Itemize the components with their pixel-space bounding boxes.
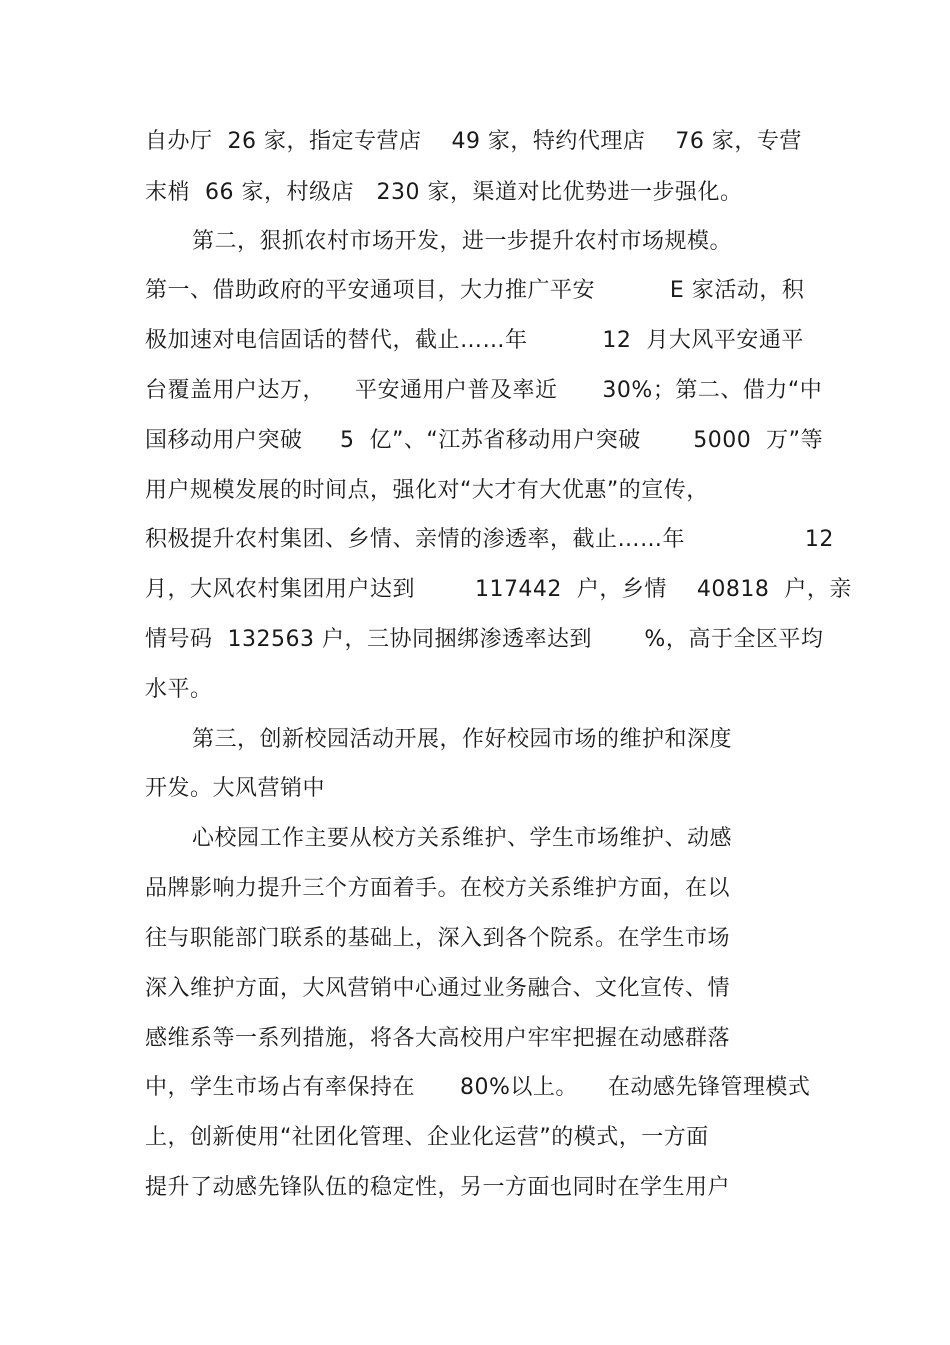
paragraph-line: 第二，狠抓农村市场开发，进一步提升农村市场规模。 <box>192 229 733 254</box>
paragraph-line: 提升了动感先锋队伍的稳定性，另一方面也同时在学生用户 <box>145 1175 731 1200</box>
paragraph-line: 台覆盖用户达万， 平安通用户普及率近 30%；第二、借力“中 <box>145 378 823 403</box>
paragraph-line: 品牌影响力提升三个方面着手。在校方关系维护方面，在以 <box>145 876 731 901</box>
paragraph-line: 开发。大风营销中 <box>145 776 326 801</box>
paragraph-line: 月，大风农村集团用户达到 117442 户，乡情 40818 户，亲 <box>145 577 852 602</box>
paragraph-line: 情号码 132563 户，三协同捆绑渗透率达到 %，高于全区平均 <box>145 627 824 652</box>
paragraph-line: 用户规模发展的时间点，强化对“大才有大优惠”的宣传， <box>145 478 709 503</box>
paragraph-line: 感维系等一系列措施，将各大高校用户牢牢把握在动感群落 <box>145 1026 731 1051</box>
paragraph-line: 水平。 <box>145 677 213 702</box>
paragraph-line: 末梢 66 家，村级店 230 家，渠道对比优势进一步强化。 <box>145 180 743 205</box>
paragraph-line: 深入维护方面，大风营销中心通过业务融合、文化宣传、情 <box>145 976 731 1001</box>
paragraph-line: 第三，创新校园活动开展，作好校园市场的维护和深度 <box>192 727 733 752</box>
paragraph-line: 往与职能部门联系的基础上，深入到各个院系。在学生市场 <box>145 926 731 951</box>
paragraph-line: 第一、借助政府的平安通项目，大力推广平安 E 家活动，积 <box>145 278 805 303</box>
paragraph-line: 上，创新使用“社团化管理、企业化运营”的模式，一方面 <box>145 1125 709 1150</box>
paragraph-line: 国移动用户突破 5 亿”、“江苏省移动用户突破 5000 万”等 <box>145 428 824 453</box>
paragraph-line: 积极提升农村集团、乡情、亲情的渗透率，截止……年 12 <box>145 527 834 552</box>
paragraph-line: 自办厅 26 家，指定专营店 49 家，特约代理店 76 家，专营 <box>145 129 802 154</box>
paragraph-line: 中，学生市场占有率保持在 80%以上。 在动感先锋管理模式 <box>145 1075 811 1100</box>
paragraph-line: 极加速对电信固话的替代，截止……年 12 月大风平安通平 <box>145 328 804 353</box>
paragraph-line: 心校园工作主要从校方关系维护、学生市场维护、动感 <box>192 826 733 851</box>
